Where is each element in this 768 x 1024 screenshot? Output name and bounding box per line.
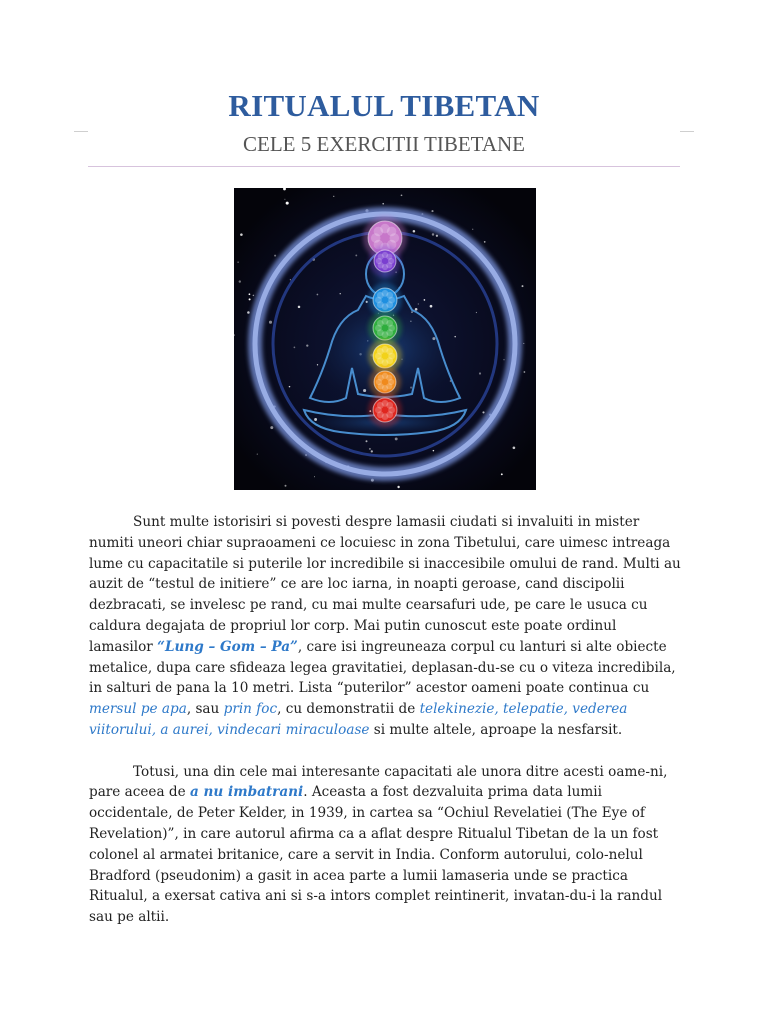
star: [424, 299, 426, 301]
text-segment: Totusi, una din cele mai interesante capacitati ale unora ditre acesti oame-ni, pare aceea de: [89, 763, 668, 801]
star: [472, 229, 473, 230]
star: [269, 321, 272, 324]
chakra-petal: [386, 292, 393, 299]
article-body: [89, 512, 681, 928]
star: [430, 305, 433, 308]
star: [298, 306, 301, 309]
star: [503, 359, 504, 360]
chakra-petal: [387, 227, 397, 237]
chakra-meditation-figure-icon: [234, 188, 536, 490]
highlighted-text: “Lung – Gom – Pa”: [157, 638, 298, 655]
star: [476, 312, 477, 313]
paragraph-2: [89, 762, 681, 928]
text-segment: , sau: [186, 701, 224, 718]
star: [401, 194, 403, 196]
star: [249, 298, 251, 300]
star: [371, 450, 373, 452]
star: [436, 235, 438, 237]
star: [317, 364, 318, 365]
star: [501, 473, 503, 475]
page-title: RITUALUL TIBETAN: [228, 88, 540, 123]
chakra-petal: [386, 402, 393, 409]
star: [306, 344, 308, 346]
page-subtitle: CELE 5 EXERCITII TIBETANE: [243, 132, 525, 156]
paragraph-1: [89, 512, 681, 741]
star: [253, 295, 255, 297]
star: [274, 255, 276, 257]
star: [382, 203, 384, 205]
highlighted-text: mersul pe apa: [89, 701, 187, 718]
text-segment: , cu demonstratii de: [277, 701, 420, 718]
star: [513, 446, 516, 449]
star: [415, 308, 418, 311]
star: [433, 450, 435, 452]
star: [314, 476, 315, 477]
star: [237, 261, 238, 262]
star: [340, 293, 341, 294]
star: [397, 486, 399, 488]
highlighted-text: telekinezie, telepatie, vederea viitorului, a aurei, vindecari miraculoase: [89, 701, 628, 738]
star: [369, 448, 371, 450]
star: [284, 199, 285, 200]
star: [257, 454, 258, 455]
chakra-petal: [386, 320, 393, 327]
star: [317, 294, 319, 296]
text-segment: . Aceasta a fost dezvaluita prima data lumii occidentale, de Peter Kelder, in 1939, in cartea sa “Ochiul Revelatiei (The Eye of Revelation)”, in care autorul afirma ca a aflat despre Ritualul Tibetan de la un fost colonel al armatei britanice, care a servit in India. Conform autorului, colo-nelul Bradford (pseudonim) a gasit in acea parte a lumii lamaseria unde se practica Ritualul, a exersat cativa ani si s-a intors complet reintinerit, invatan-du-i la randul sau pe altii.: [89, 784, 663, 926]
chakra-petal: [386, 375, 392, 381]
star: [355, 254, 357, 256]
star: [285, 485, 287, 487]
star: [247, 311, 250, 314]
star: [523, 343, 524, 344]
text-segment: , care isi ingreuneaza corpul cu lanturi si alte obiecte metalice, dupa care sfideaza legea gravitatiei, deplasan-du-se cu o viteza incredibila, in salturi de pana la 10 metri. Lista “puterilor” acestor oameni poate continua cu: [89, 638, 676, 697]
star: [249, 293, 251, 295]
text-segment: Sunt multe istorisiri si povesti despre lamasii ciudati si invaluiti in mister numiti uneori chiar supraoameni ce locuiesc in zona Tibetului, care uimesc intreaga lume cu capacitatile si puterile lor incredibile si inaccesibile omului de rand. Multi au auzit de “testul de initiere” ce are loc iarna, in noapti geroase, cand discipolii dezbracati, se invelesc pe rand, cu mai multe cearsafuri ude, pe care le usuca cu caldura degajata de propriul lor corp. Mai putin cunoscut este poate ordinul lamasilor: [89, 514, 681, 655]
chakra-petal: [386, 254, 392, 260]
star: [366, 440, 368, 442]
header-divider: [88, 166, 680, 167]
star: [270, 426, 273, 429]
highlighted-text: a nu imbatrani: [189, 784, 304, 801]
highlighted-text: prin foc: [223, 701, 278, 718]
star: [286, 202, 289, 205]
star: [413, 230, 416, 233]
star: [240, 233, 243, 236]
star: [239, 280, 241, 282]
star: [418, 303, 419, 304]
text-segment: si multe altele, aproape la nesfarsit.: [369, 721, 623, 738]
chakra-petal: [386, 348, 393, 355]
star: [454, 336, 456, 338]
star: [395, 437, 398, 440]
star: [524, 371, 526, 373]
star: [522, 285, 524, 287]
star: [333, 196, 334, 197]
star: [484, 241, 486, 243]
star: [289, 386, 291, 388]
star: [482, 411, 484, 413]
star: [432, 233, 434, 235]
star: [294, 347, 296, 349]
chakra-meditation-image: [234, 188, 536, 490]
star: [431, 210, 433, 212]
star: [479, 372, 481, 374]
star: [290, 279, 291, 280]
